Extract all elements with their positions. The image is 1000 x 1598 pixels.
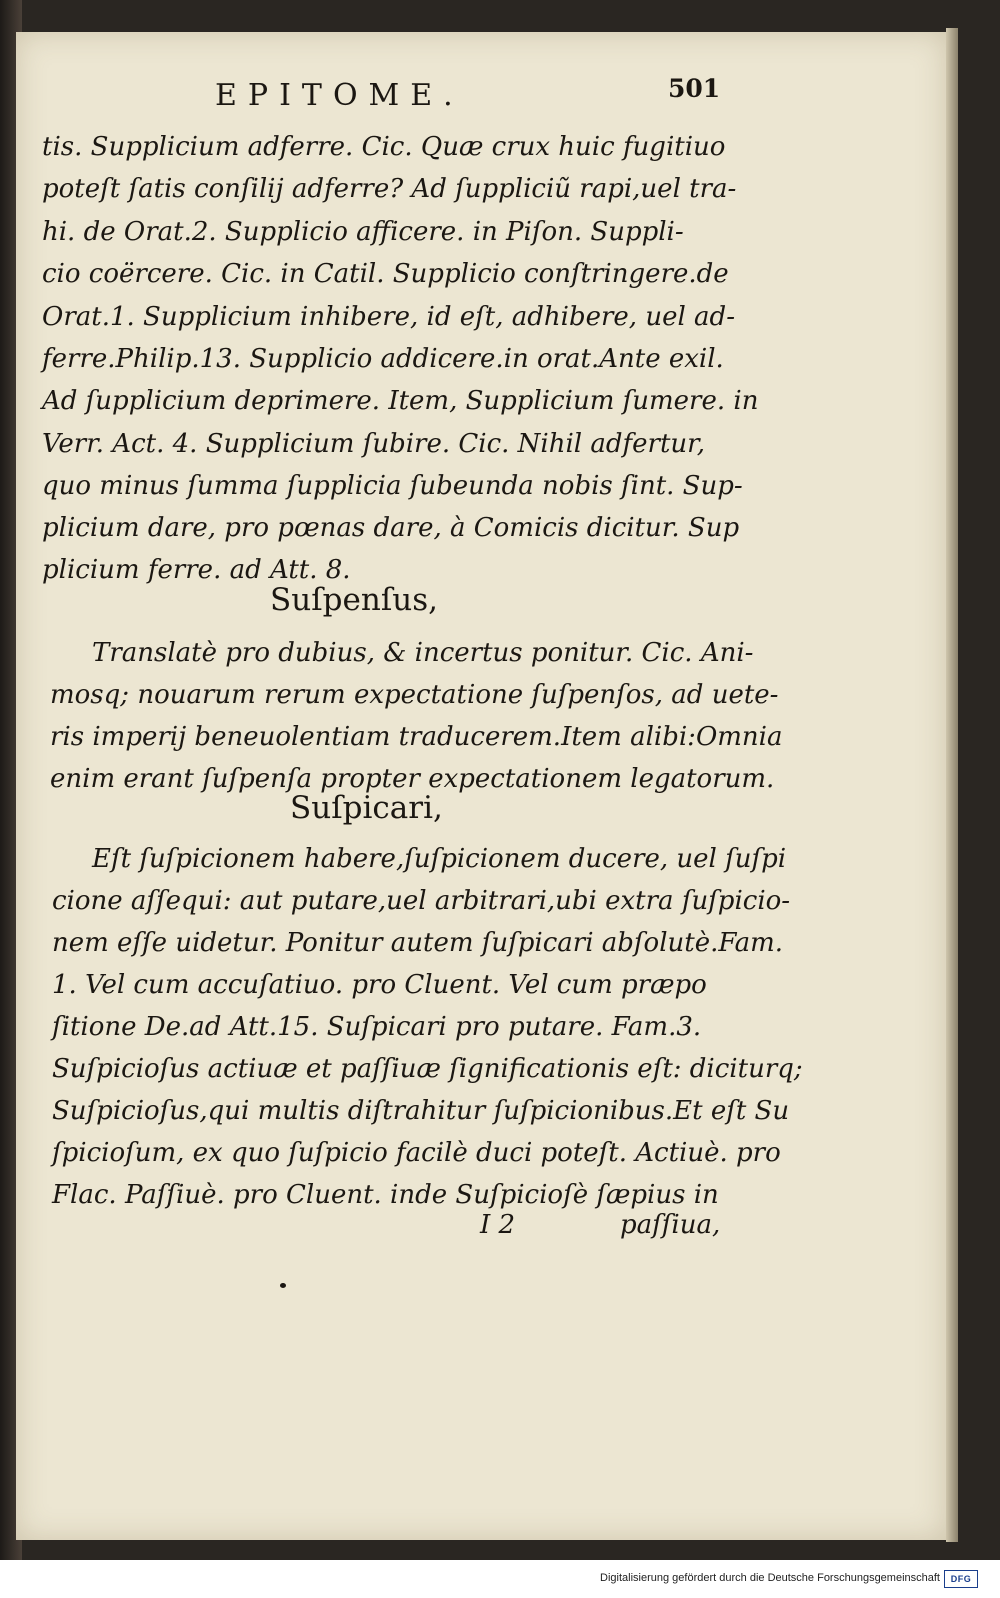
signature-mark: I 2 <box>480 1210 516 1240</box>
text-line: nem eſſe uidetur. Ponitur autem ſuſpicari abſolutè.Fam. <box>52 928 784 958</box>
text-line: Verr. Act. 4. Supplicium ſubire. Cic. Nihil adfertur, <box>42 429 705 459</box>
text-line: Translatè pro dubius, & incertus ponitur. Cic. Ani- <box>92 638 754 668</box>
text-line: ferre.Philip.13. Supplicio addicere.in orat.Ante exil. <box>42 344 724 374</box>
text-line: Eſt ſuſpicionem habere,ſuſpicionem ducere, uel ſuſpi <box>92 844 787 874</box>
text-line: poteſt ſatis conſilij adferre? Ad ſuppliciũ rapi,uel tra- <box>42 174 737 204</box>
page-number: 501 <box>668 74 721 103</box>
text-line: ris imperij beneuolentiam traducerem.Item alibi:Omnia <box>50 722 783 752</box>
text-line: Flac. Paſſiuè. pro Cluent. inde Suſpicioſè ſæpius in <box>52 1180 719 1210</box>
funding-credit: Digitalisierung gefördert durch die Deutsche Forschungsgemeinschaft <box>600 1572 940 1584</box>
entry-heading: Suſpenſus, <box>270 582 439 618</box>
text-line: ſpicioſum, ex quo ſuſpicio facilè duci poteſt. Actiuè. pro <box>52 1138 781 1168</box>
text-line: plicium dare, pro pœnas dare, à Comicis dicitur. Sup <box>42 513 740 543</box>
text-line: Ad ſupplicium deprimere. Item, Supplicium ſumere. in <box>42 386 759 416</box>
text-line: plicium ferre. ad Att. 8. <box>42 555 351 585</box>
catchword: paſſiua, <box>620 1210 721 1240</box>
text-line: Suſpicioſus,qui multis diſtrahitur ſuſpicionibus.Et eſt Su <box>52 1096 790 1126</box>
footer-bar <box>0 1560 1000 1598</box>
running-head: EPITOME. <box>215 78 464 113</box>
text-line: enim erant ſuſpenſa propter expectationem legatorum. <box>50 764 775 794</box>
entry-heading: Suſpicari, <box>290 790 443 826</box>
text-line: tis. Supplicium adferre. Cic. Quæ crux huic fugitiuo <box>42 132 726 162</box>
text-line: mosq; nouarum rerum expectatione ſuſpenſos, ad uete- <box>50 680 779 710</box>
text-line: quo minus ſumma ſupplicia ſubeunda nobis ſint. Sup- <box>42 471 743 501</box>
text-line: 1. Vel cum accuſatiuo. pro Cluent. Vel cum præpo <box>52 970 707 1000</box>
page-edge <box>946 28 958 1542</box>
text-line: Orat.1. Supplicium inhibere, id eſt, adhibere, uel ad- <box>42 302 735 332</box>
dfg-logo-icon: DFG <box>944 1570 978 1588</box>
text-line: cio coërcere. Cic. in Catil. Supplicio conſtringere.de <box>42 259 729 289</box>
text-line: cione aſſequi: aut putare,uel arbitrari,ubi extra ſuſpicio- <box>52 886 791 916</box>
text-line: hi. de Orat.2. Supplicio afficere. in Piſon. Suppli- <box>42 217 684 247</box>
text-line: Suſpicioſus actiuæ et paſſiuæ ſignificationis eſt: diciturq; <box>52 1054 803 1084</box>
ink-speck <box>280 1283 286 1288</box>
text-line: ſitione De.ad Att.15. Suſpicari pro putare. Fam.3. <box>52 1012 702 1042</box>
